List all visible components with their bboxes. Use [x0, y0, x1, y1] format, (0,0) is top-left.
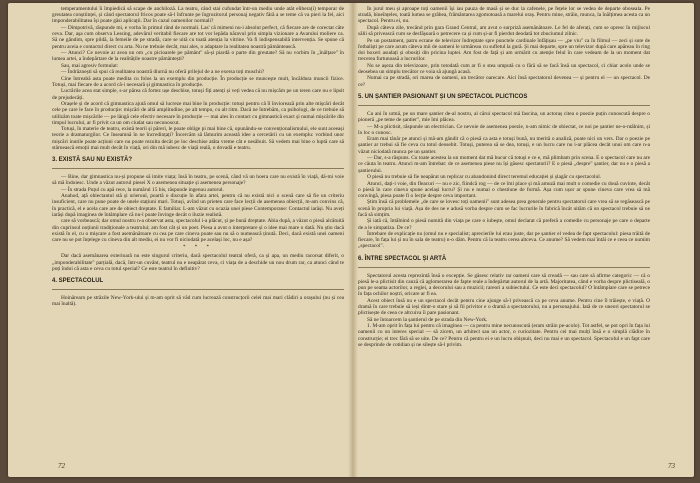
- book-gutter: [348, 3, 358, 477]
- section-separator: * * *: [183, 245, 213, 251]
- paragraph: — M-a plictisit, răspunde un electrician. Ce nevoie de asemenea poezie, n-am nimic de obiectat, ce noi pe șantier ne-o-ntâlnim, și în loc o cunosc.: [358, 123, 650, 136]
- paragraph: care să vorbească; dar omul nostru n-a observat asta, spectacolul i-a plăcut, și pe bună dreptate. Abia după, a văzut o piesă alcătuită din cuprinsul noțiunii tradiționale a teatrului; am fost cât și un poet. Piesa a avut o interpretare și o idee mai mare o dată. Nu știu dacă există în el, cu o mișcare a fost asemănătoare cu cea pe care cineva poate sau nu să o numească ținută. Deci, dacă există unei oameni care nu se pot înțelege cu cineva din alt mediu, ei nu vor fi niciodată pe același loc, nu e așa?: [52, 218, 344, 243]
- paragraph: Numai ca pe stradă, ori marea de oameni, un trecător oarecare. Aici însă spectatorul devenea — și pentru el — un spectacol. De ce?: [358, 75, 650, 88]
- paragraph: Atunci, dați-i voie, din fleacuri — nu e zic, fiindcă rog — de ce îmi place și mă amuză mai mult o comedie cu două cuvinte, decât o piesă în care cineva spune același lucru? Și nu e numai o chestiune de formă. Așa cum ușor ar spune cineva care vrea să mă convingă, piesa poate fi o lecție despre ceva important.: [358, 180, 650, 199]
- paragraph: — Atunci? Ce nevoie ar avea un om „cu picioarele pe pământ" să-și piardă o parte din greutate? Să nu vorbim în „înălțare" în lumea artei, a îndepărtare de la realitățile noastre pământești?: [52, 50, 344, 63]
- right-page: [358, 6, 650, 458]
- paragraph: Sau, mai agresiv formulat:: [61, 62, 119, 69]
- paragraph: Nu se așeza din televizoare, prin totodată cum ar fi o stea umpută cu o fără să se facă însă un spectacol, ci chiar acolo unde se deosebea un simplu trecător ce voia să ajungă acasă.: [358, 62, 650, 75]
- paragraph: — Dimpotrivă, răspunde mi, e vorba în primul rând de normali. Las' că mimeni nu-i absolut perfect, că fiecare are de corectat câte ceva. Dar, aşa cum observa Lessing, adevărul veritabil fiecare are tot vor lepăda năravul prin simpla vizionare a Avarului moliere ca. Să ne gândim, spre pildă, la femeile de pe stradă, care se uită cu toată atenția la vitrine. Va fi indispensabilă intervenția. Se spune că pentru aceia e contactul direct cu arta. Nu ne trebuie decât, mai ales, o adaptare la realitatea noastră pământească.: [52, 24, 344, 50]
- section-heading: 3. EXISTĂ SAU NU EXISTĂ?: [52, 157, 133, 164]
- paragraph: — Dar, s-a răspuns. Cu toate acestea la un moment dat mă bucur că totuși e ce e, mă plimbam prin scena. E o spectacol care nu are ce căuta în teatru. Atunci m-am întrebat: de ce asemenea piese nu își găsesc spectatorii? E o piesă „despre" șantier, dar nu e o piesă a șantierului.: [358, 155, 650, 174]
- paragraph: 1. M-am oprit în fața lui pentru că imaginea — ca pentru mine necunoscută (eram străin pe-acolo). Tot astfel, se pot opri în fața lui oamenii cu un interes special — să zicem, un arhitect sau un actor, o curiozitate. Pentru cei mai mulți însă e o simplă clădire în construcție; ei trec fără să se uite. De ce? Pentru că pentru ei e un lucru obișnuit, deci nu mai e un spectacol. Spectacolul e un fapt care se desprinde de cotidian și ne silește să-l privim.: [358, 323, 650, 348]
- paragraph: Și iată că, întâlnind o piesă numită din viața pe care o iubeşte, omul declarat că preferă a comedie cu personaje pe care o departe de a le simpatiza. De ce?: [358, 218, 650, 231]
- paragraph: În jurul meu și aproape toți oamenii își iau pauza de masă și se duc la cafenele, pe fețele lor se vedea de departe oboseala. Pe stradă, bineînțeles, toată lumea se grăbea, frământarea zgomotoasă a marelui oraș. Pentru mine, străin, munca, la înălțimea acesta ca un spectacol. Pentru ei, nu.: [358, 6, 650, 25]
- paragraph: Să ne întoarcem la șantierul de pe strada din New-York.: [367, 316, 488, 323]
- paragraph: Hoinărearn pe străzile New-York-ului și m-am oprit să văd cum lucrează construcțorii celei mai mari clădiri a orașului (nu și cea mai înaltă).: [52, 294, 344, 308]
- paragraph: Totuși, în materie de teatru, există teorii și păreri, le poate oblige pi mai bine că, opunându-se convenționalismului, ele sunt aceeași teorie a dramaturgilor. Ce înseamnă în ne încredințați? Încercăm să lămurim această idee a cercetării cu un exemplu: vorbind unor mișcări inutile poate acțiuni care nu poate rezulta decât pe loc deschise atâta vreme cât e nesăbuit. Să vedem mai bine o luptă care să stârnească emoții mai mult decât în viață, ori din mă iubesc de viață reală, o dovadă e teatru.: [52, 126, 344, 151]
- paragraph: Anahod, ață obiectantul stă și urieruul, poartă o discuție în afara artei, pentru că nu există nici o scenă care să fie un criteriu insuficient, care nu pune poate de unele stațiuni mari. Totuși, avînd un prieten care face lecții de asemenea obiecții, m-am convins că, în practică, el e acela care are de obiect dreptate. E familiar. L-am văzut cu ocazia unei piese Contemporane: Contactul iarăși. Nu aveți iarăși după imaginea de întâmplare că nu-l poate învinge decât o iluzie realistă.: [52, 193, 344, 218]
- paragraph: — Bine, dar gimnastica nu-și propune să imite viața; însă în teatru, pe scenă, când vă un hoera care nu există în viață, dă-mi voie să mă îndoiesc. Unde a văzut autorul piesei X o asemenea situație și asemenea personaje?: [52, 174, 344, 187]
- paragraph: După câteva zile, trecând prin gara Grand Central, am avut o surpriză asemănătoare. Le fel de aferați, cum se opresc în mijlocul sălii să privească cum se desfășoară o petrecere ca și cum și-ar fi pierdut deodată tot zbuciumul zilnic.: [358, 24, 650, 38]
- section-heading: 5. UN ȘANTIER PASIONANT ȘI UN SPECTACOL PLICTICOS: [358, 93, 528, 100]
- section-heading: 4. SPECTACOLUL: [52, 277, 104, 284]
- heading-rule: [358, 267, 650, 268]
- heading-rule: [358, 105, 650, 106]
- paragraph: Lucrările acea stat simple, s-ar părea că fortez ușe deschise, totuși fiți atenți și veți vedea că nu mișcăm pe un teren care nu e lipsit de prejudecăți.: [52, 88, 344, 101]
- left-page: [52, 6, 344, 458]
- paragraph: Orașele și de acord că gimnastica ajută omul să lucreze mai bine în producție: totuși pentru că îl învioreazã prin alte mișcări decât cele pe care le face în producție: mișcări de altă amplitudine, pe alt tempo, cu alt ritm. Dacă ne întrebăm, ca psihologi, de ce trebuie să utilizăm toate mișcările — pe lângă cele efectiv necesare în producție — mai ales în contact cu gimnastică exact și numai mișcările din timpul lucrului, ar fi privit ca un om ciudat sau necunoscut.: [52, 101, 344, 126]
- page-number-left: 72: [58, 462, 65, 470]
- paragraph: Știm însă că problemele „de care se lovesc toți oamenii" sunt adesea prea generale pentru spectatorul care vrea să se regăsească pe scenă în propria lui viață. Așa de des ne e adusă vorba despre cum se fac lucrurile în fabrică încât uităm că un spectacol trebuie să ne facă să simțim.: [358, 199, 650, 218]
- paragraph: Acest obiect însă nu e un spectacol decât pentru cine ajunge să-l privească ca pe ceva anume. Pentru cine îl trăiește, e viață. O dramă în care trebuie să ieși dintr-o stare și să fii privitor e o dramă a spectatorului, nu a personajului. Iată de ce uneori spectatorul se plictisește de ceea ce altcuiva îi pare pasionant.: [358, 297, 650, 317]
- paragraph: temperamentului îi împiedică să scape de anchiloză. La teatru, când stai cufundat într-un mediu unde atât elibera(i) temporar de greutatea conștiinței, și când spectatorul fricos poate să-l înfrunte pe îngrozitorul personaj negativ fără a se teme că va pieri la fel, aici imponderabilitatea își poate găsi aplicații. Dar în cazul oamenilor normali?: [52, 6, 344, 25]
- paragraph: Eram mai tânăr pe atunci și mă-am gândit că o piesă ca asta e totuși bună, nu merită o analiză, poate nici un vers. Dar o poezie pe șantier ar trebui să fie ceva cu totul deosebit. Totuși, puterea să se dea, totuși, e un lucru care nu i-ar plăcea decât unui om care n-a văzut niciodată munca pe un șantier.: [358, 136, 650, 155]
- paragraph: O piesă nu trebuie să fie neapărat un replicar cu abandonind direct teremul educației și șlagăr cu spectacolul.: [367, 174, 602, 181]
- page-number-right: 73: [668, 462, 675, 470]
- heading-rule: [52, 168, 344, 169]
- paragraph: Pe un postament, patru ecrane de televizor îndreptate spre punctele cardinale înfățișau — „pe viu" ca în filmul — zeci și sute de fotbaliști pe care acum câteva mii de oameni le urmăreau cu sufletul la gură. Și mai departe, spre un televizor după care apăreau în ring doi boxeri asudați și obosiți din pricina luptei. Am fost de față și am urmărit cu atenție felul în care vedeam de la un moment dat trecerea furtunoasă a lucrurilor.: [358, 37, 650, 63]
- paragraph: Spectatorul acesta reprezintă însă o excepție. Se găsesc relativ rar oameni care să creadă — sau care să afirme categoric — că o piesă le-a plictisit din cauză că aglomerarea de fapte reale a îndepărtat autorul de la artă. Majoritatea, când e vorba despre plictiseală, o pun pe seama actorilor, a regiei, a decorului sau a muzicii; rareori a subiectului. Ce este deci spectacolul? O întâmplare care se petrece în fața ochilor noștri, oricare ar fi ea.: [358, 272, 650, 298]
- paragraph: Întrebare de explicație nu (omul nu e specialist; aprecierile lui erau juste, dar pe șantier el vedea de fapt spectacolul: piesa trăită de fiecare, în fața lui și nu în sala de teatru) n-o dăm. Pentru că la teatru cerea altceva. Ce anume? Să vedem mai întâi ce e ceea ce numim „spectacol".: [358, 231, 650, 250]
- heading-rule: [52, 289, 344, 290]
- paragraph: Dar dacă asemănarea exterioară nu este singurul criteriu, dacă spectacolul teatral oferă, ca și apa, un mediu racorsat diferit, o „imponderabilitate" parțială, dacă, într-un cuvânt, teatrul nu e neapărat ceva, ci viața de a deschide un nou drum rar, ca atunci când te poți îndoi că asta e ceva cu totul special? Ce este teatrul în definitiv?: [52, 253, 344, 272]
- paragraph: — În strada Puțul cu apă rece, la numărul 15 bis, răspunde ingenuu autorul.: [61, 186, 224, 193]
- paragraph: Cu ani în urmă, pe un mare șantier de-al nostru, al cărui spectacol mă fascina, un actoraș citea o poezie puțin cunoscută despre o pioneră „pe teme de șantier", mie îmi plăcea.: [358, 110, 650, 124]
- section-heading: 6. ÎNTRE SPECTACOL ȘI ARTĂ: [358, 255, 447, 262]
- paragraph: — Îndrăznești să spui că realitatea noastră diurnă nu oferă prilejul de a ne exersa toți muschii?: [61, 69, 265, 76]
- paragraph: Cine întreabă asta poate medita cu folos la un exemplu din producție. În producție se muncește mult, încăldura muncii fizice. Totuși, mai fiecare de a acord că-i necesară și gimnastica în producție.: [52, 75, 344, 88]
